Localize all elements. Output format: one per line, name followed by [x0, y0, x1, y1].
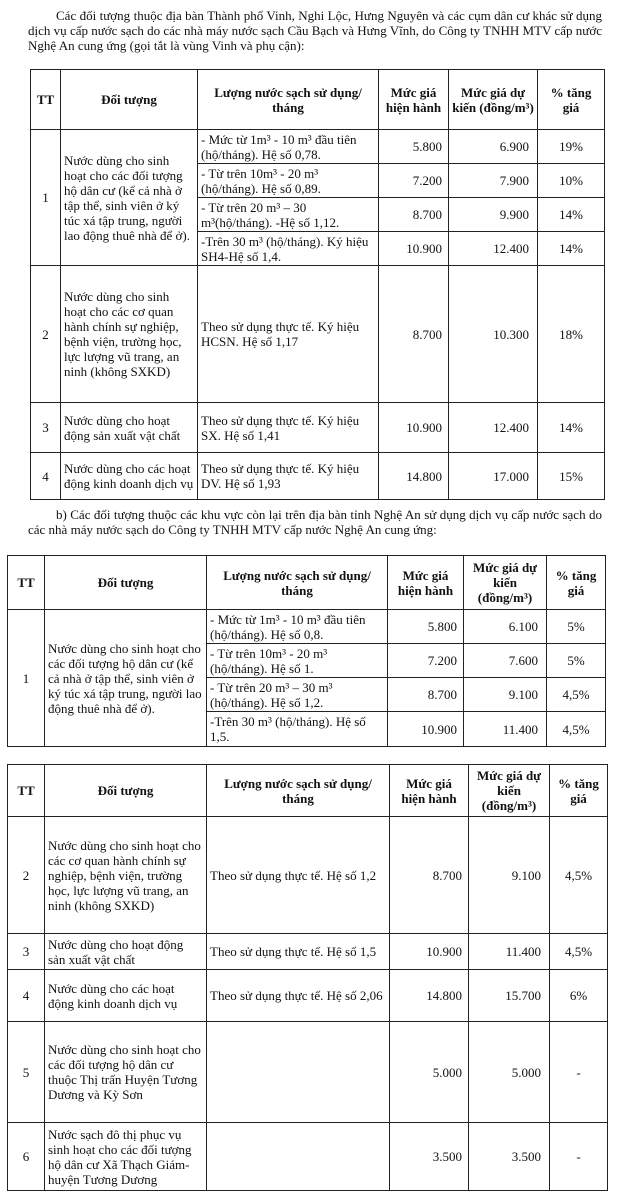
cell-doi-tuong: Nước dùng cho hoạt động sản xuất vật chất [45, 934, 207, 970]
table-row [8, 970, 608, 1022]
intro-paragraph-b: b) Các đối tượng thuộc các khu vực còn lại trên địa bàn tỉnh Nghệ An sử dụng dịch vụ cấp nước sạch do các nhà máy nước sạch do Công ty TNHH MTV cấp nước Nghệ An cung ứng: [28, 507, 602, 537]
cell-du-kien: 3.500 [469, 1123, 550, 1191]
table-header-row [8, 556, 606, 610]
cell-doi-tuong: Nước dùng cho các hoạt động kinh doanh dịch vụ [45, 970, 207, 1022]
cell-du-kien: 5.000 [469, 1022, 550, 1123]
cell-tang: 4,5% [547, 678, 606, 712]
cell-du-kien: 7.900 [449, 164, 538, 198]
cell-tang: 18% [538, 266, 605, 403]
cell-hien-hanh: 8.700 [390, 817, 469, 934]
cell-hien-hanh: 8.700 [379, 266, 449, 403]
table-header-row [31, 70, 605, 130]
cell-du-kien: 12.400 [449, 403, 538, 453]
cell-luong: Theo sử dụng thực tế. Hệ số 1,5 [207, 934, 390, 970]
cell-luong: Theo sử dụng thực tế. Hệ số 2,06 [207, 970, 390, 1022]
table-row [8, 934, 608, 970]
cell-tt: 3 [31, 403, 61, 453]
table-row [8, 817, 608, 934]
cell-luong: - Từ trên 10m³ - 20 m³ (hộ/tháng). Hệ số 1. [207, 644, 388, 678]
header-luong-nuoc: Lượng nước sạch sử dụng/ tháng [198, 70, 379, 130]
cell-du-kien: 11.400 [469, 934, 550, 970]
table-row [31, 403, 605, 453]
table-row [8, 610, 606, 644]
cell-tt: 2 [8, 817, 45, 934]
cell-luong: - Từ trên 10m³ - 20 m³ (hộ/tháng). Hệ số 0,89. [198, 164, 379, 198]
header-luong-nuoc: Lượng nước sạch sử dụng/ tháng [207, 556, 388, 610]
cell-luong: -Trên 30 m³ (hộ/tháng). Hệ số 1,5. [207, 712, 388, 747]
cell-tang: 14% [538, 403, 605, 453]
cell-du-kien: 10.300 [449, 266, 538, 403]
header-luong-nuoc: Lượng nước sạch sử dụng/ tháng [207, 765, 390, 817]
table-row [31, 266, 605, 403]
cell-doi-tuong: Nước dùng cho hoạt động sản xuất vật chất [61, 403, 198, 453]
cell-hien-hanh: 10.900 [388, 712, 464, 747]
cell-tt: 3 [8, 934, 45, 970]
table-header-row [8, 765, 608, 817]
cell-hien-hanh: 8.700 [379, 198, 449, 232]
cell-hien-hanh: 10.900 [379, 403, 449, 453]
cell-tt: 5 [8, 1022, 45, 1123]
cell-luong: Theo sử dụng thực tế. Ký hiệu DV. Hệ số 1,93 [198, 453, 379, 500]
cell-doi-tuong: Nước sạch đô thị phục vụ sinh hoạt cho các đối tượng hộ dân cư Xã Thạch Giám-huyện Tương Dương [45, 1123, 207, 1191]
header-gia-hien-hanh: Mức giá hiện hành [390, 765, 469, 817]
header-doi-tuong: Đối tượng [45, 556, 207, 610]
cell-hien-hanh: 14.800 [379, 453, 449, 500]
cell-du-kien: 6.900 [449, 130, 538, 164]
cell-luong: Theo sử dụng thực tế. Ký hiệu SX. Hệ số 1,41 [198, 403, 379, 453]
cell-doi-tuong: Nước dùng cho các hoạt động kinh doanh dịch vụ [61, 453, 198, 500]
cell-luong [207, 1123, 390, 1191]
cell-du-kien: 12.400 [449, 232, 538, 266]
cell-hien-hanh: 7.200 [379, 164, 449, 198]
cell-luong: Theo sử dụng thực tế. Hệ số 1,2 [207, 817, 390, 934]
cell-tang: 4,5% [550, 934, 608, 970]
cell-luong [207, 1022, 390, 1123]
cell-tang: 6% [550, 970, 608, 1022]
cell-tt: 1 [31, 130, 61, 266]
table-row [31, 453, 605, 500]
price-table-b-part1 [7, 555, 606, 747]
cell-tang: 4,5% [547, 712, 606, 747]
cell-tang: 14% [538, 198, 605, 232]
price-table-b-part2 [7, 764, 608, 1191]
cell-tang: - [550, 1022, 608, 1123]
cell-tang: 5% [547, 610, 606, 644]
cell-hien-hanh: 5.800 [388, 610, 464, 644]
table-row [8, 1123, 608, 1191]
cell-hien-hanh: 5.000 [390, 1022, 469, 1123]
cell-du-kien: 6.100 [464, 610, 547, 644]
cell-hien-hanh: 14.800 [390, 970, 469, 1022]
cell-hien-hanh: 5.800 [379, 130, 449, 164]
cell-doi-tuong: Nước dùng cho sinh hoạt cho các cơ quan hành chính sự nghiệp, bệnh viện, trường học, lực lượng vũ trang, an ninh (không SXKD) [45, 817, 207, 934]
cell-doi-tuong: Nước dùng cho sinh hoạt cho các cơ quan hành chính sự nghiệp, bệnh viện, trường học, lực lượng vũ trang, an ninh (không SXKD) [61, 266, 198, 403]
cell-hien-hanh: 3.500 [390, 1123, 469, 1191]
cell-hien-hanh: 10.900 [390, 934, 469, 970]
price-table-a [30, 69, 605, 500]
cell-du-kien: 9.100 [469, 817, 550, 934]
cell-tang: 14% [538, 232, 605, 266]
cell-du-kien: 9.100 [464, 678, 547, 712]
cell-du-kien: 9.900 [449, 198, 538, 232]
cell-tang: 10% [538, 164, 605, 198]
header-gia-du-kien: Mức giá dự kiến (đồng/m³) [469, 765, 550, 817]
cell-luong: Theo sử dụng thực tế. Ký hiệu HCSN. Hệ số 1,17 [198, 266, 379, 403]
header-gia-du-kien: Mức giá dự kiến (đồng/m³) [464, 556, 547, 610]
cell-luong: - Mức từ 1m³ - 10 m³ đầu tiên (hộ/tháng). Hệ số 0,8. [207, 610, 388, 644]
header-tt: TT [31, 70, 61, 130]
cell-luong: - Từ trên 20 m³ – 30 m³(hộ/tháng). -Hệ số 1,12. [198, 198, 379, 232]
cell-tang: 5% [547, 644, 606, 678]
header-tang-gia: % tăng giá [538, 70, 605, 130]
cell-tang: 19% [538, 130, 605, 164]
cell-tang: 4,5% [550, 817, 608, 934]
cell-tt: 4 [8, 970, 45, 1022]
table-row [8, 1022, 608, 1123]
header-tt: TT [8, 765, 45, 817]
cell-tt: 2 [31, 266, 61, 403]
header-doi-tuong: Đối tượng [45, 765, 207, 817]
cell-tang: 15% [538, 453, 605, 500]
intro-paragraph-a: Các đối tượng thuộc địa bàn Thành phố Vinh, Nghi Lộc, Hưng Nguyên và các cụm dân cư khác sử dụng dịch vụ cấp nước sạch do các nhà máy nước sạch Cầu Bạch và Hưng Vĩnh, do Công ty TNHH MTV cấp nước Nghệ An cung ứng (gọi tắt là vùng Vinh và phụ cận): [28, 8, 602, 53]
cell-du-kien: 7.600 [464, 644, 547, 678]
cell-hien-hanh: 10.900 [379, 232, 449, 266]
cell-luong: -Trên 30 m³ (hộ/tháng). Ký hiệu SH4-Hệ số 1,4. [198, 232, 379, 266]
table-row [31, 130, 605, 164]
cell-du-kien: 11.400 [464, 712, 547, 747]
cell-hien-hanh: 7.200 [388, 644, 464, 678]
cell-tt: 4 [31, 453, 61, 500]
cell-tt: 1 [8, 610, 45, 747]
header-gia-hien-hanh: Mức giá hiện hành [388, 556, 464, 610]
cell-doi-tuong: Nước dùng cho sinh hoạt cho các đối tượng hộ dân cư (kể cả nhà ở tập thể, sinh viên ở ký túc xá tập trung, người lao động thuê nhà để ở). [45, 610, 207, 747]
header-gia-du-kien: Mức giá dự kiến (đồng/m³) [449, 70, 538, 130]
cell-doi-tuong: Nước dùng cho sinh hoạt cho các đối tượng hộ dân cư thuộc Thị trấn Huyện Tương Dương và Kỳ Sơn [45, 1022, 207, 1123]
header-doi-tuong: Đối tượng [61, 70, 198, 130]
header-tang-gia: % tăng giá [550, 765, 608, 817]
header-gia-hien-hanh: Mức giá hiện hành [379, 70, 449, 130]
header-tang-gia: % tăng giá [547, 556, 606, 610]
cell-hien-hanh: 8.700 [388, 678, 464, 712]
cell-tt: 6 [8, 1123, 45, 1191]
cell-luong: - Mức từ 1m³ - 10 m³ đầu tiên (hộ/tháng). Hệ số 0,78. [198, 130, 379, 164]
cell-du-kien: 17.000 [449, 453, 538, 500]
cell-luong: - Từ trên 20 m³ – 30 m³ (hộ/tháng). Hệ số 1,2. [207, 678, 388, 712]
cell-doi-tuong: Nước dùng cho sinh hoạt cho các đối tượng hộ dân cư (kể cả nhà ở tập thể, sinh viên ở ký túc xá tập trung, người lao động thuê nhà để ở). [61, 130, 198, 266]
header-tt: TT [8, 556, 45, 610]
cell-tang: - [550, 1123, 608, 1191]
cell-du-kien: 15.700 [469, 970, 550, 1022]
